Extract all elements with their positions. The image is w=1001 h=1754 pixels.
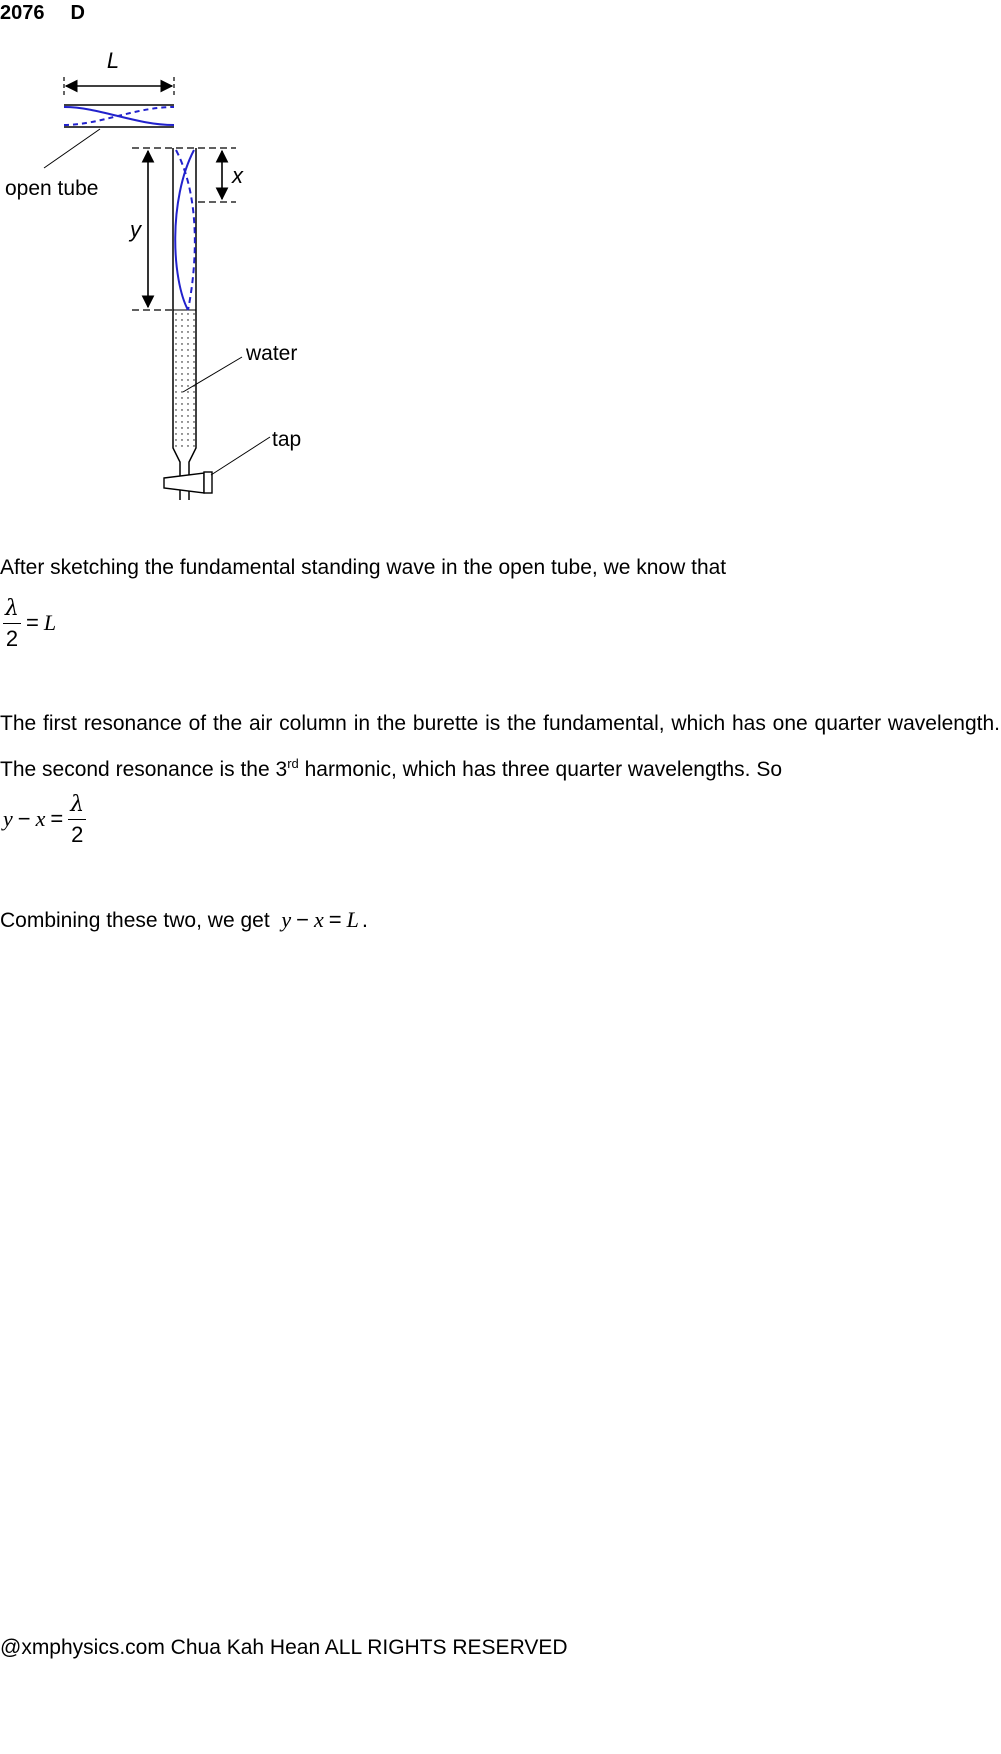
label-open-tube: open tube <box>5 177 99 200</box>
equation-2-fraction: $\frac{\lambda}{2}$ <box>70 792 85 847</box>
water-column <box>173 310 196 450</box>
label-x: x <box>232 163 243 188</box>
lambda-symbol: λ <box>3 598 21 624</box>
standing-wave-solid <box>175 150 194 310</box>
superscript-rd: rd <box>287 756 299 771</box>
resonance-tube-diagram <box>0 40 330 510</box>
label-y: y <box>130 217 141 242</box>
length-L-dimension <box>64 48 174 96</box>
label-L: L <box>106 48 120 73</box>
open-tube <box>64 105 174 127</box>
label-water: water <box>246 342 298 365</box>
label-tap: tap <box>272 428 302 451</box>
equation-1-fraction: $\frac{\lambda}{2}$ <box>5 596 19 651</box>
tap-leader-line <box>211 437 270 475</box>
equation-1: $\frac{\lambda}{2}$ = L <box>5 596 57 651</box>
equation-2: y − x = $\frac{\lambda}{2}$ <box>3 792 85 847</box>
paragraph-2: The first resonance of the air column in the burette is the fundamental, which has one quarter wavelength. The second resonance is the 3rd harmonic, which has three quarter wavelengths. So <box>0 712 1000 781</box>
open-tube-leader-line <box>44 129 100 168</box>
question-number: 2076 <box>0 2 45 24</box>
burette <box>164 148 212 500</box>
tap-handle <box>164 473 204 493</box>
copyright-footer: @xmphysics.com Chua Kah Hean ALL RIGHTS RESERVED <box>0 1636 568 1659</box>
paragraph-1: After sketching the fundamental standing wave in the open tube, we know that <box>0 556 727 579</box>
paragraph-3: Combining these two, we get y − x = L . <box>0 907 368 932</box>
answer-letter: D <box>70 2 85 24</box>
question-header <box>0 2 85 25</box>
equation-3: y − x = L . <box>281 907 368 932</box>
